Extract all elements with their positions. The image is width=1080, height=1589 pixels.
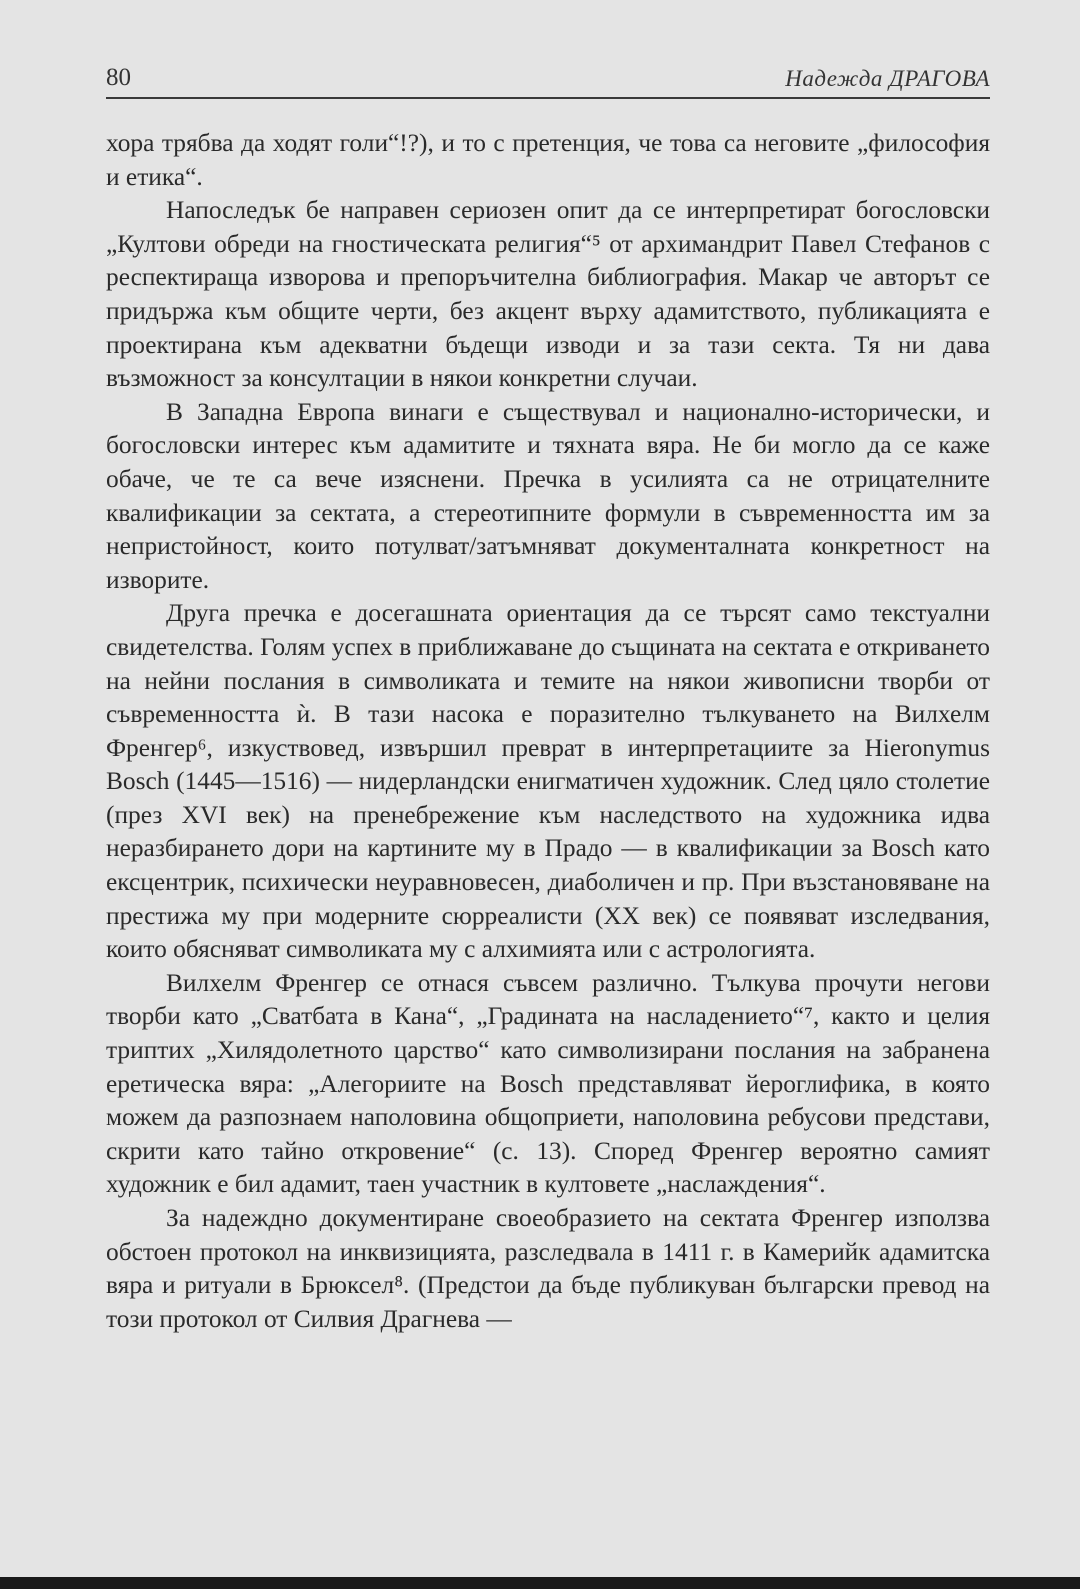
body-text [106, 127, 990, 1336]
page-header [106, 64, 990, 100]
header-rule [106, 97, 990, 99]
scan-edge [0, 1577, 1080, 1589]
paragraph: Вилхелм Френгер се отнася съвсем различно. Тълкува прочути негови творби като „Сватбата в Кана“, „Градината на насладението“⁷, както и целия триптих „Хилядолетното царство“ като символизирани послания на забранена еретическа вяра: „Алегориите на Bosch представляват йероглифика, в която можем да разпознаем наполовина общоприети, наполовина ребусови представи, скрити като тайно откровение“ (с. 13). Според Френгер вероятно самият художник е бил адамит, таен участник в култовете „наслаждения“. [106, 968, 990, 1199]
paragraph: Друга пречка е досегашната ориентация да се търсят само текстуални свидетелства. Голям успех в приближаване до същината на сектата е откриването на нейни послания в символиката и темите на някои живописни творби от съвременността ѝ. В тази насока е поразително тълкуването на Вилхелм Френгер⁶, изкуствовед, извършил преврат в интерпретациите за Hieronymus Bosch (1445—1516) — нидерландски енигматичен художник. След цяло столетие (през XVI век) на пренебрежение към наследството на художника идва неразбирането дори на картините му в Прадо — в квалификации за Bosch като ексцентрик, психически неуравновесен, диаболичен и пр. При възстановяване на престижа му при модерните сюрреалисти (XX век) се появяват изследвания, които обясняват символиката му с алхимията или с астрологията. [106, 599, 990, 964]
paragraph: В Западна Европа винаги е съществувал и национално-исторически, и богословски интерес към адамитите и тяхната вяра. Не би могло да се каже обаче, че те са вече изяснени. Пречка в усилията са не отрицателните квалификации за сектата, а стереотипните формули в съвременността им за непристойност, които потулват/затъмняват документалната конкретност на изворите. [106, 397, 990, 594]
page-number: 80 [106, 64, 131, 91]
paragraph: Напоследък бе направен сериозен опит да се интерпретират богословски „Култови обреди на гностическата религия“⁵ от архимандрит Павел Стефанов с респектираща изворова и препоръчителна библиография. Макар че авторът се придържа към общите черти, без акцент върху адамитството, публикацията е проектирана към адекватни бъдещи изводи и за тази секта. Тя ни дава възможност за консултации в някои конкретни случаи. [106, 196, 990, 393]
paragraph: За надеждно документиране своеобразието на сектата Френгер използва обстоен протокол на инквизицията, разследвала в 1411 г. в Камерийк адамитска вяра и ритуали в Брюксел⁸. (Предстои да бъде публикуван български превод на този протокол от Силвия Драгнева — [106, 1204, 990, 1333]
paragraph: хора трябва да ходят голи“!?), и то с претенция, че това са неговите „философия и етика“. [106, 129, 990, 191]
running-head-author: Надежда ДРАГОВА [785, 66, 990, 91]
